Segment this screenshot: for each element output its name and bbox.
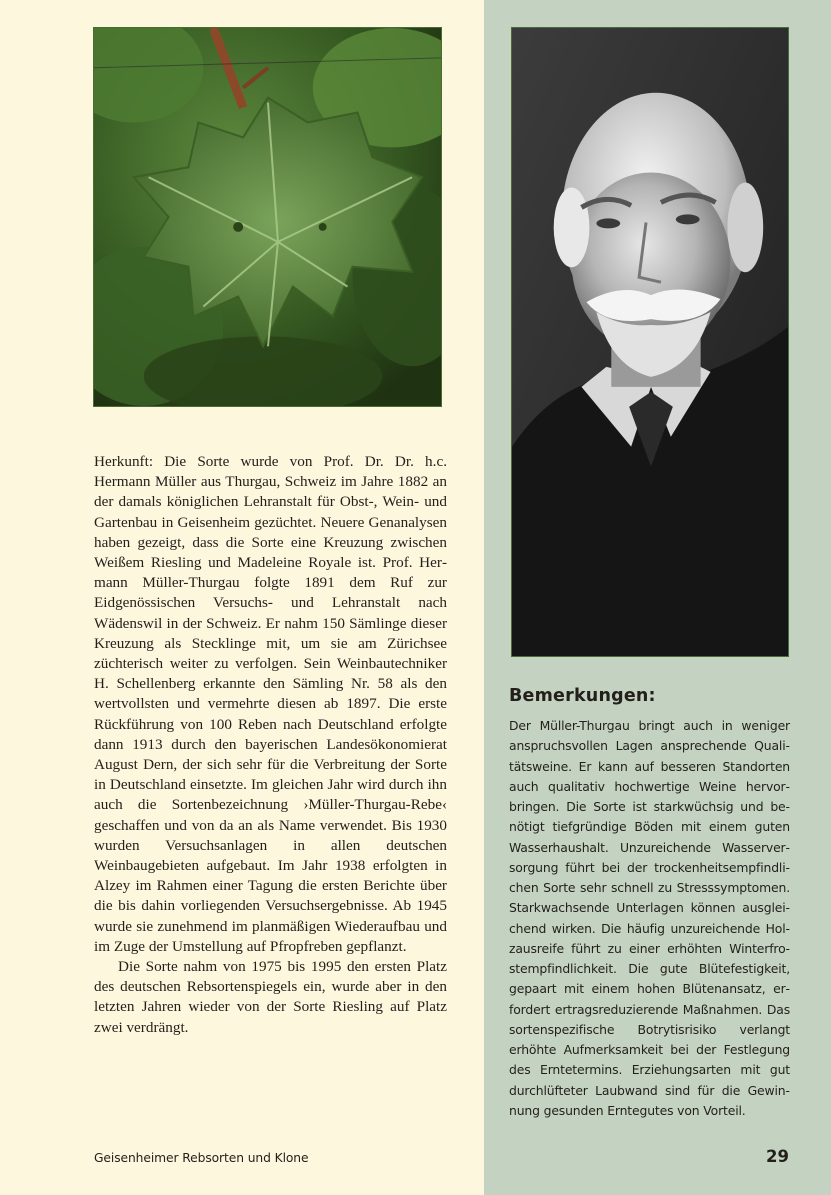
page-number: 29 (766, 1147, 789, 1166)
remarks-heading: Bemerkungen: (509, 686, 656, 706)
ranking-paragraph: Die Sorte nahm von 1975 bis 1995 den ersten Platz des deutschen Rebsortenspiegels ein, wurde aber in den letzten Jahren wieder von der Sorte Riesling auf Platz zwei verdrängt. (94, 958, 447, 1036)
main-text-column (94, 452, 447, 1038)
portrait-photo (511, 27, 789, 657)
remarks-text: Der Müller-Thurgau bringt auch in weniger anspruchsvollen Lagen ansprechende Qualitätsweine. Er kann auf besseren Standorten auch qualitativ hochwertige Weine hervorbringen. Die Sorte ist starkwüchsig und benötigt tiefgründige Böden mit einem guten Wasserhaushalt. Unzureichende Wasserversorgung führt bei der trockenheitsempfindlichen Sorte sehr schnell zu Stresssymptomen. Starkwachsende Unterlagen können ausgleichend wirken. Die häufig unzureichende Holzausreife führt zu einer erhöhten Winterfrostempfindlichkeit. Die gute Blütefestigkeit, gepaart mit einem hohen Blütenansatz, erfordert ertragsreduzierende Maßnahmen. Das sortenspezifische Botrytisrisiko verlangt erhöhte Aufmerksamkeit bei der Festlegung des Erntetermins. Erziehungsarten mit gut durchlüfteter Laubwand sind für die Gewinnung gesunden Erntegutes von Vorteil. (509, 718, 790, 1118)
publication-title: Geisenheimer Rebsorten und Klone (94, 1151, 309, 1165)
origin-paragraph: Herkunft: Die Sorte wurde von Prof. Dr. Dr. h.c. Hermann Müller aus Thurgau, Schweiz im Jahre 1882 an der damals königlichen Lehranstalt für Obst-, Wein- und Gartenbau in Geisenheim gezüchtet. Neuere Genanalysen haben gezeigt, dass die Sorte eine Kreuzung zwischen Weißem Riesling und Madeleine Royale ist. Prof. Hermann Müller-Thurgau folgte 1891 dem Ruf zur Eidgenössischen Versuchs- und Lehranstalt nach Wädenswil in der Schweiz. Er nahm 150 Sämlinge dieser Kreuzung als Stecklinge mit, um sie am Zürichsee züchterisch weiter zu verfolgen. Sein Weinbautechniker H. Schellenberg erkannte den Sämling Nr. 58 als den wertvollsten und vermehrte diesen ab 1897. Die erste Rückführung von 100 Reben nach Deutschland erfolgte dann 1913 durch den bayerischen Landesökonomierat August Dern, der sich sehr für die Verbreitung der Sorte in Deutschland einsetzte. Im gleichen Jahr wird durch ihn auch die Sortenbezeichnung ›Müller-Thurgau-Rebe‹ geschaffen und von da an als Name verwendet. Bis 1930 wurden Versuchsanlagen in allen deutschen Weinbaugebieten aufgebaut. Im Jahr 1938 erfolgten in Alzey im Rahmen einer Tagung die ersten Berichte über die bis dahin vorliegenden Versuchsergebnisse. Ab 1945 wurde sie zunehmend im planmäßigen Wiederaufbau und im Zuge der Umstellung auf Pfropfreben gepflanzt. (94, 453, 447, 955)
vine-leaf-photo (93, 27, 442, 407)
